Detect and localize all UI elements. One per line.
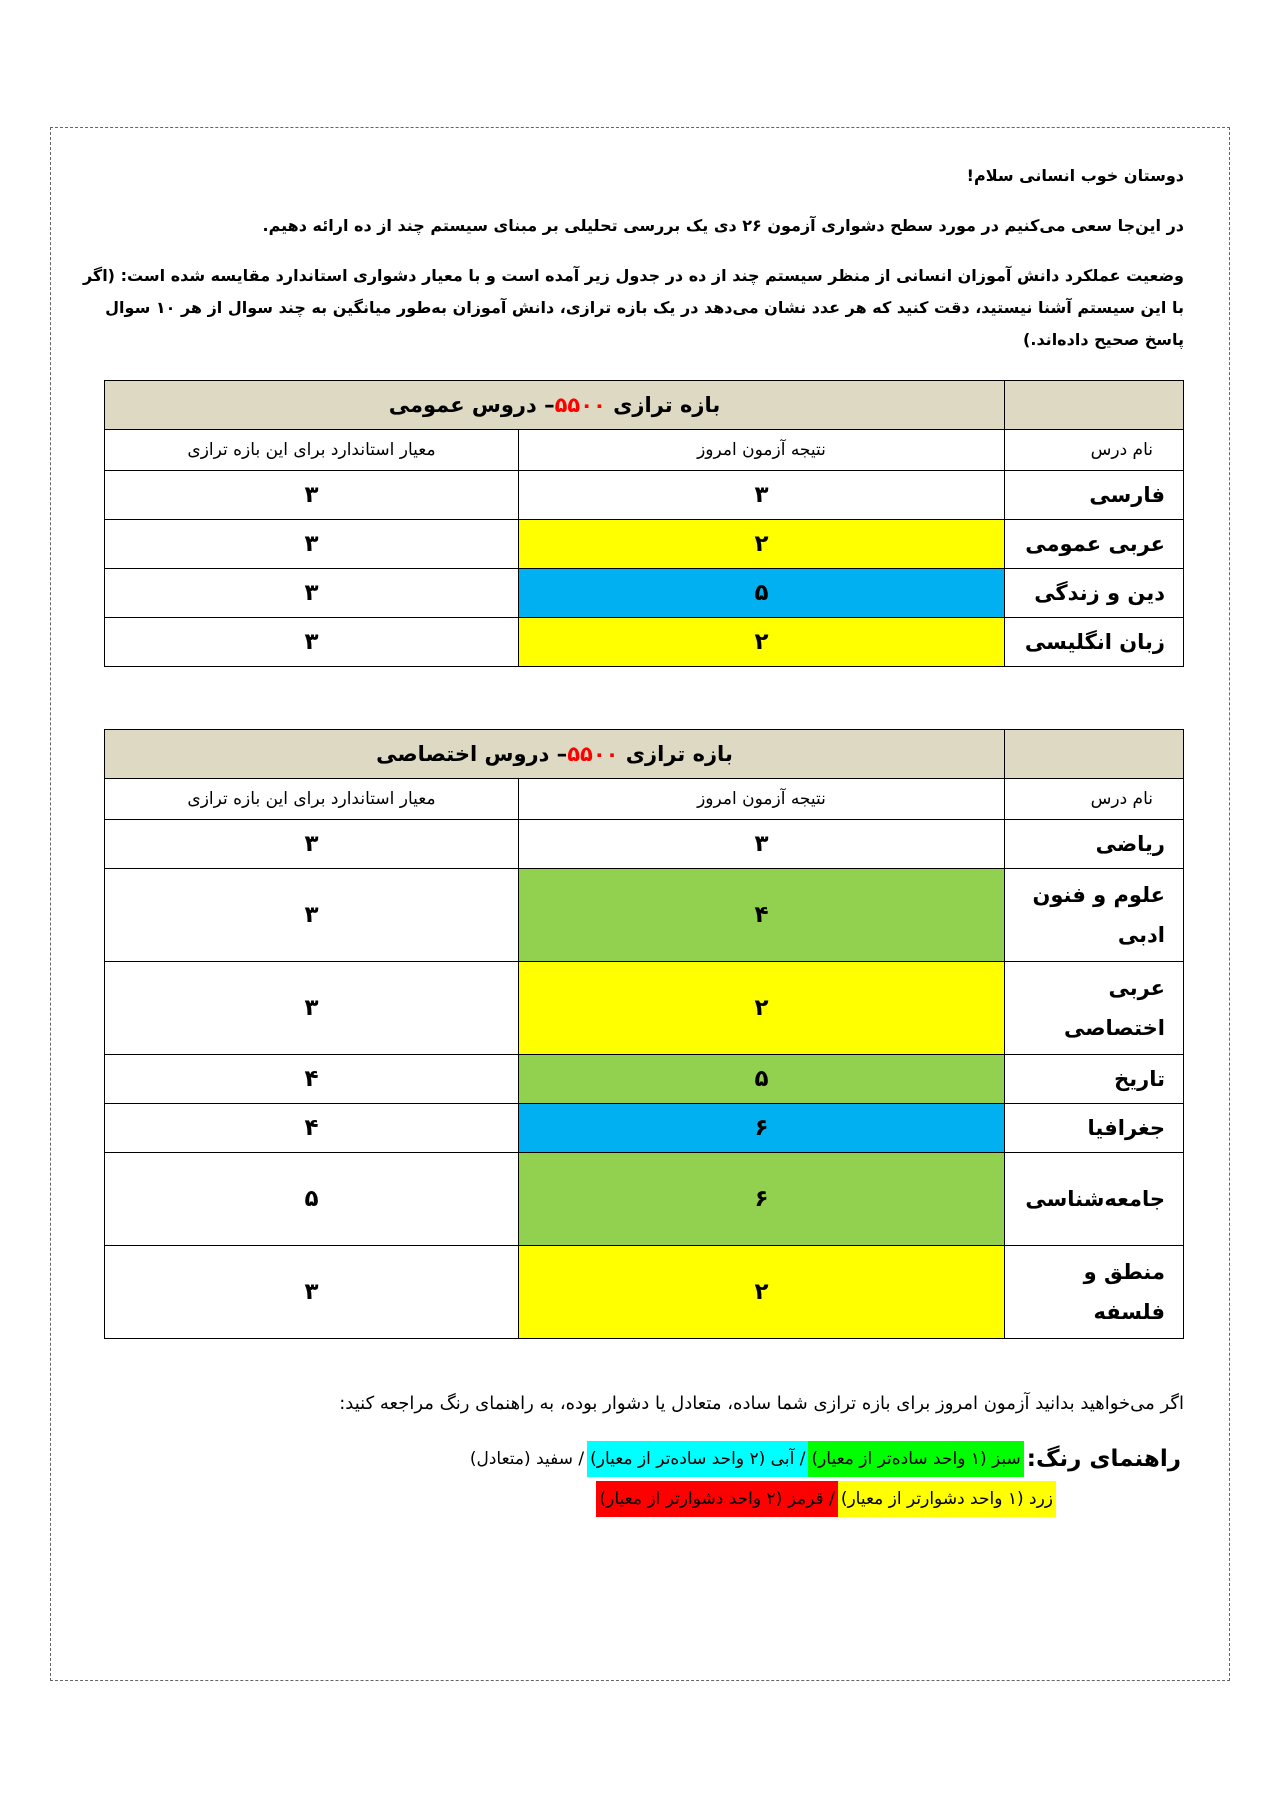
legend-white: / سفید (متعادل) xyxy=(469,1449,585,1469)
header-blank xyxy=(1005,381,1184,430)
table-row xyxy=(105,1153,1184,1246)
result-cell: ۶ xyxy=(519,1104,1005,1153)
table-title xyxy=(105,730,1005,779)
table-row xyxy=(105,820,1184,869)
table-row xyxy=(105,520,1184,569)
course-name: عربی اختصاصی xyxy=(1005,962,1184,1055)
result-cell: ۳ xyxy=(519,820,1005,869)
table-row xyxy=(105,869,1184,962)
intro-line-1: در این‌جا سعی می‌کنیم در مورد سطح دشواری آزمون ۲۶ دی یک بررسی تحلیلی بر مبنای سیستم چند از ده ارائه دهیم. xyxy=(262,216,1184,235)
table-row xyxy=(105,1246,1184,1339)
title-number: ۵۵۰۰ xyxy=(554,393,606,417)
table-row xyxy=(105,1055,1184,1104)
col-header-result: نتیجه آزمون امروز xyxy=(519,779,1005,820)
course-name: زبان انگلیسی xyxy=(1005,618,1184,667)
title-prefix: بازه ترازی xyxy=(618,742,733,766)
document-body xyxy=(74,160,1184,1521)
legend-red: / قرمز (۲ واحد دشوارتر از معیار) xyxy=(596,1481,837,1517)
table-title xyxy=(105,381,1005,430)
course-name: دین و زندگی xyxy=(1005,569,1184,618)
col-header-standard: معیار استاندارد برای این بازه ترازی xyxy=(105,430,519,471)
standard-cell: ۴ xyxy=(105,1055,519,1104)
title-suffix: – دروس اختصاصی xyxy=(376,742,568,766)
intro-line-2: وضعیت عملکرد دانش آموزان انسانی از منظر سیستم چند از ده در جدول زیر آمده است و با معیار دشواری استاندارد مقایسه شده است: (اگر با این سیستم آشنا نیستید، دقت کنید که هر عدد نشان می‌دهد در یک بازه ترازی، دانش آموزان به‌طور میانگین به چند سوال از هر ۱۰ سوال پاسخ صحیح داده‌اند.) xyxy=(82,266,1184,349)
standard-cell: ۳ xyxy=(105,820,519,869)
result-cell: ۶ xyxy=(519,1153,1005,1246)
col-header-result: نتیجه آزمون امروز xyxy=(519,430,1005,471)
legend-label: راهنمای رنگ: xyxy=(1026,1446,1181,1472)
col-header-name: نام درس xyxy=(1005,779,1184,820)
title-prefix: بازه ترازی xyxy=(605,393,721,417)
result-cell: ۲ xyxy=(519,520,1005,569)
course-name: تاریخ xyxy=(1005,1055,1184,1104)
color-legend-row-2 xyxy=(74,1481,1184,1517)
course-name: علوم و فنون ادبی xyxy=(1005,869,1184,962)
standard-cell: ۵ xyxy=(105,1153,519,1246)
course-name: ریاضی xyxy=(1005,820,1184,869)
greeting: دوستان خوب انسانی سلام! xyxy=(966,166,1184,185)
course-name: جغرافیا xyxy=(1005,1104,1184,1153)
table-row xyxy=(105,471,1184,520)
table-row xyxy=(105,1104,1184,1153)
result-cell: ۲ xyxy=(519,962,1005,1055)
title-number: ۵۵۰۰ xyxy=(567,742,619,766)
title-suffix: – دروس عمومی xyxy=(388,393,555,417)
standard-cell: ۳ xyxy=(105,962,519,1055)
result-cell: ۴ xyxy=(519,869,1005,962)
standard-cell: ۳ xyxy=(105,520,519,569)
result-cell: ۲ xyxy=(519,618,1005,667)
legend-green: سبز (۱ واحد ساده‌تر از معیار) xyxy=(808,1441,1023,1477)
result-cell: ۳ xyxy=(519,471,1005,520)
col-header-standard: معیار استاندارد برای این بازه ترازی xyxy=(105,779,519,820)
table-row xyxy=(105,962,1184,1055)
standard-cell: ۳ xyxy=(105,869,519,962)
standard-cell: ۴ xyxy=(105,1104,519,1153)
standard-cell: ۳ xyxy=(105,1246,519,1339)
standard-cell: ۳ xyxy=(105,618,519,667)
result-cell: ۵ xyxy=(519,569,1005,618)
table-row xyxy=(105,618,1184,667)
course-name: عربی عمومی xyxy=(1005,520,1184,569)
color-legend xyxy=(74,1441,1184,1477)
result-cell: ۲ xyxy=(519,1246,1005,1339)
legend-yellow: زرد (۱ واحد دشوارتر از معیار) xyxy=(838,1481,1056,1517)
course-name: فارسی xyxy=(1005,471,1184,520)
table-row xyxy=(105,569,1184,618)
color-guide-note: اگر می‌خواهید بدانید آزمون امروز برای بازه ترازی شما ساده، متعادل یا دشوار بوده، به راهنمای رنگ مراجعه کنید: xyxy=(339,1393,1184,1414)
standard-cell: ۳ xyxy=(105,569,519,618)
standard-cell: ۳ xyxy=(105,471,519,520)
header-blank xyxy=(1005,730,1184,779)
course-name: جامعه‌شناسی xyxy=(1005,1153,1184,1246)
legend-blue: / آبی (۲ واحد ساده‌تر از معیار) xyxy=(587,1441,808,1477)
result-cell: ۵ xyxy=(519,1055,1005,1104)
course-name: منطق و فلسفه xyxy=(1005,1246,1184,1339)
general-courses-table xyxy=(104,380,1184,667)
col-header-name: نام درس xyxy=(1005,430,1184,471)
specialized-courses-table xyxy=(104,729,1184,1339)
